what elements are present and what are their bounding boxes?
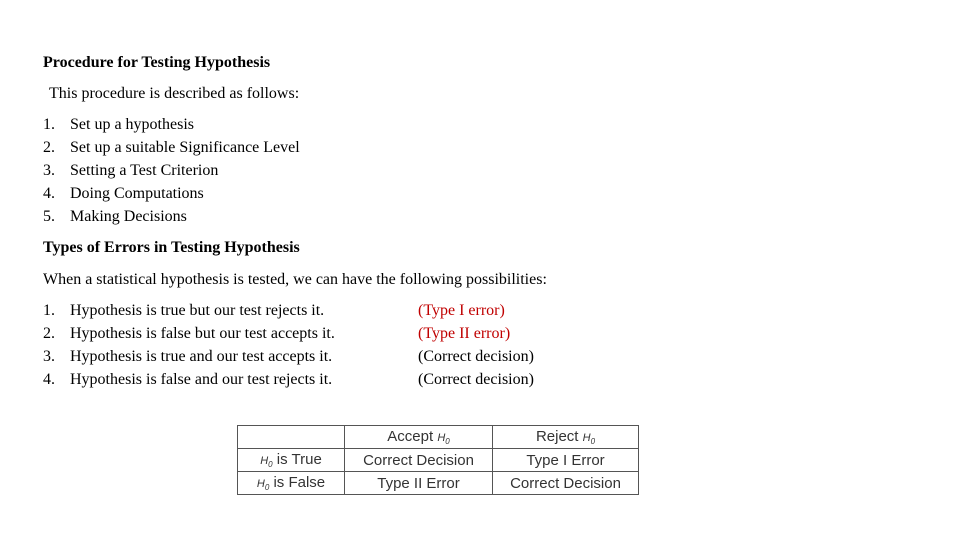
- list-item-text: Hypothesis is true but our test rejects it.: [70, 302, 325, 319]
- error-type-label: (Type II error): [418, 325, 511, 342]
- accept-label: Accept: [387, 427, 434, 445]
- condition-label: is True: [276, 450, 322, 468]
- decision-label: (Correct decision): [418, 348, 534, 365]
- error-type-label: (Type I error): [418, 302, 505, 319]
- table-header-accept: [345, 426, 493, 449]
- list-item-text: Set up a suitable Significance Level: [70, 139, 300, 156]
- table-row: [238, 472, 639, 495]
- decision-label: (Correct decision): [418, 371, 534, 388]
- table-header-reject: [493, 426, 639, 449]
- h0-symbol: $H_0$: [256, 477, 270, 493]
- table-header-row: [238, 426, 639, 449]
- list-item-text: Set up a hypothesis: [70, 116, 194, 133]
- list-item-number: 1.: [43, 302, 55, 319]
- list-item-number: 2.: [43, 325, 55, 342]
- h0-symbol: $H_0$: [260, 454, 273, 470]
- list-item-number: 3.: [43, 348, 55, 365]
- table-cell: Correct Decision: [345, 449, 493, 472]
- list-item-number: 4.: [43, 185, 55, 202]
- list-item-number: 5.: [43, 208, 55, 225]
- condition-label: is False: [273, 473, 326, 491]
- reject-label: Reject: [535, 427, 579, 445]
- table-cell: Correct Decision: [493, 472, 639, 495]
- list-item-number: 2.: [43, 139, 55, 156]
- h0-symbol: $H_0$: [437, 431, 450, 447]
- list-item-text: Making Decisions: [70, 208, 187, 225]
- table-row-header: [238, 472, 345, 495]
- list-item-text: Hypothesis is true and our test accepts it.: [70, 348, 333, 365]
- page-title: Procedure for Testing Hypothesis: [43, 54, 271, 71]
- list-item-text: Hypothesis is false but our test accepts it.: [70, 325, 335, 342]
- error-table: [237, 425, 639, 495]
- table-row-header: [238, 449, 345, 472]
- table-cell: Type I Error: [493, 449, 639, 472]
- list-item-number: 1.: [43, 116, 55, 133]
- list-item-text: Hypothesis is false and our test rejects it.: [70, 371, 333, 388]
- list-item-text: Setting a Test Criterion: [70, 162, 219, 179]
- h0-symbol: $H_0$: [582, 431, 596, 447]
- list-item-text: Doing Computations: [70, 185, 204, 202]
- section-heading: Types of Errors in Testing Hypothesis: [43, 239, 300, 256]
- table-cell: Type II Error: [345, 472, 493, 495]
- list-item-number: 3.: [43, 162, 55, 179]
- table-corner-cell: [238, 426, 345, 449]
- intro-text: This procedure is described as follows:: [49, 85, 300, 102]
- section-intro: When a statistical hypothesis is tested, we can have the following possibilities:: [43, 271, 547, 288]
- list-item-number: 4.: [43, 371, 55, 388]
- table-row: [238, 449, 639, 472]
